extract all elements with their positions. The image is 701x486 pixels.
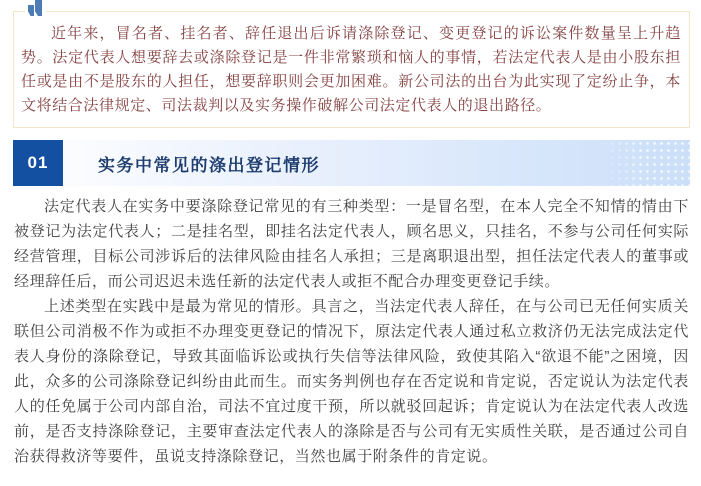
body-paragraph: 上述类型在实践中是最为常见的情形。具言之，当法定代表人辞任，在与公司已无任何实质关联但公司消极不作为或拒不办理变更登记的情况下，原法定代表人通过私立救济仍无法完成法定代表人身份的涤除登记，导致其面临诉讼或执行失信等法律风险，致使其陷入“欲退不能”之困境，因此，众多的公司涤除登记纠纷由此而生。而实务判例也存在否定说和肯定说，否定说认为法定代表人的任免属于公司内部自治，司法不宜过度干预，所以就驳回起诉；肯定说认为在法定代表人改选前，是否支持涤除登记，主要审查法定代表人的涤除是否与公司有无实质性关联，是否通过公司自治获得救济等要件，虽说支持涤除登记，当然也属于附条件的肯定说。: [14, 298, 689, 465]
section-header: [13, 140, 690, 186]
quote-icon: [25, 0, 46, 17]
section-title: 实务中常见的涤出登记情形: [98, 155, 320, 175]
body-paragraph: 法定代表人在实务中要涤除登记常见的有三种类型：一是冒名型，在本人完全不知情的情由下被登记为法定代表人；二是挂名型，即挂名法定代表人，顾名思义，只挂名，不参与公司任何实际经营管理，目标公司涉诉后的法律风险由挂名人承担；三是离职退出型，担任法定代表人的董事或经理辞任后，而公司迟迟未选任新的法定代表人或拒不配合办理变更登记手续。: [14, 198, 689, 290]
intro-quote-box: [13, 11, 690, 128]
article-body: [14, 194, 689, 469]
dot-pattern-decoration: [595, 140, 690, 186]
section-number-badge: [13, 140, 63, 186]
section-number: 01: [27, 153, 49, 172]
intro-text: 近年来，冒名者、挂名者、辞任退出后诉请涤除登记、变更登记的诉讼案件数量呈上升趋势。法定代表人想要辞去或涤除登记是一件非常繁琐和恼人的事情，若法定代表人是由小股东担任或是由不是股东的人担任，想要辞职则会更加困难。新公司法的出台为此实现了定纷止争，本文将结合法律规定、司法裁判以及实务操作破解公司法定代表人的退出路径。: [21, 25, 681, 114]
